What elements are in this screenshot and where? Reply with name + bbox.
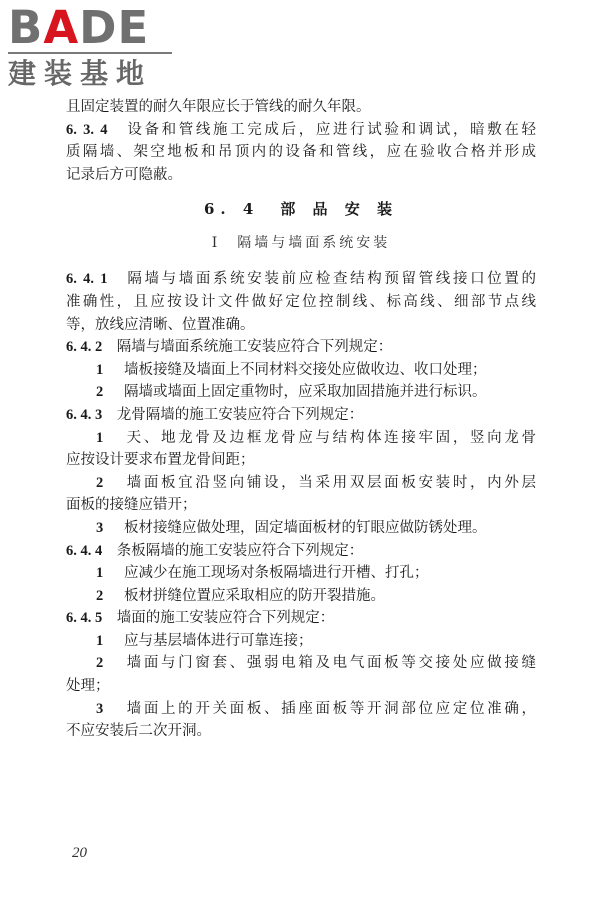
clause-number: 6. 4. 5 — [66, 610, 103, 627]
clause-6-4-3: 6. 4. 3 龙骨隔墙的施工安装应符合下列规定： 1 天、地龙骨及边框龙骨应与结构体连接牢固，竖向龙骨 应按设计要求布置龙骨间距； 2 墙面板宜沿竖向铺设，当采用双层面板安装时，内外层 面板的接缝应错开； 3 板材接缝应做处理，固定墙面板材的钉眼应做防锈处理。 — [66, 404, 536, 540]
list-item: 1 应减少在施工现场对条板隔墙进行开槽、打孔； — [96, 565, 429, 582]
list-item: 1 墙板接缝及墙面上不同材料交接处应做收边、收口处理； — [96, 361, 487, 378]
document-body — [66, 96, 536, 743]
list-item: 2 墙面与门窗套、强弱电箱及电气面板等交接处应做接缝 — [96, 655, 536, 672]
list-item: 1 天、地龙骨及边框龙骨应与结构体连接牢固，竖向龙骨 — [96, 429, 536, 446]
list-item: 2 墙面板宜沿竖向铺设，当采用双层面板安装时，内外层 — [96, 474, 536, 491]
list-item: 3 墙面上的开关面板、插座面板等开洞部位应定位准确， — [96, 700, 536, 717]
section-heading: 6. 4 部 品 安 装 — [204, 200, 398, 219]
page-number: 20 — [72, 845, 87, 861]
list-item: 2 隔墙或墙面上固定重物时，应采取加固措施并进行标识。 — [96, 384, 487, 401]
clause-6-3-4: 6. 3. 4 设备和管线施工完成后，应进行试验和调试，暗敷在轻 质隔墙、架空地板和吊顶内的设备和管线，应在验收合格并形成 记录后方可隐蔽。 — [66, 121, 537, 183]
clause-6-4-1: 6. 4. 1 隔墙与墙面系统安装前应检查结构预留管线接口位置的 准确性，且应按设计文件做好定位控制线、标高线、细部节点线 等，放线应清晰、位置准确。 — [66, 271, 537, 333]
clause-6-4-5: 6. 4. 5 墙面的施工安装应符合下列规定： 1 应与基层墙体进行可靠连接； 2 墙面与门窗套、强弱电箱及电气面板等交接处应做接缝 处理； 3 墙面上的开关面板、插座面板等开洞部位应定位准确， 不应安装后二次开洞。 — [66, 610, 536, 740]
subsection-heading: Ⅰ 隔墙与墙面系统安装 — [211, 235, 391, 252]
list-item: 2 板材拼缝位置应采取相应的防开裂措施。 — [96, 587, 385, 604]
list-item: 3 板材接缝应做处理，固定墙面板材的钉眼应做防锈处理。 — [96, 519, 487, 536]
clause-6-4-4: 6. 4. 4 条板隔墙的施工安装应符合下列规定： 1 应减少在施工现场对条板隔墙进行开槽、打孔； 2 板材拼缝位置应采取相应的防开裂措施。 — [66, 540, 536, 608]
clause-number: 6. 4. 2 — [66, 339, 103, 356]
clause-number: 6. 4. 4 — [66, 542, 103, 559]
logo-wordmark: BADE — [8, 1, 150, 54]
logo-chinese-name: 建装基地 — [8, 57, 153, 90]
bade-logo — [8, 2, 180, 90]
list-item: 1 应与基层墙体进行可靠连接； — [96, 632, 313, 649]
continuation-line: 且固定装置的耐久年限应长于管线的耐久年限。 — [66, 99, 371, 115]
clause-number: 6. 3. 4 — [66, 121, 108, 138]
clause-6-4-2: 6. 4. 2 隔墙与墙面系统施工安装应符合下列规定： 1 墙板接缝及墙面上不同材料交接处应做收边、收口处理； 2 隔墙或墙面上固定重物时，应采取加固措施并进行标识。 — [66, 336, 536, 404]
clause-number: 6. 4. 1 — [66, 271, 108, 288]
clause-number: 6. 4. 3 — [66, 406, 103, 423]
